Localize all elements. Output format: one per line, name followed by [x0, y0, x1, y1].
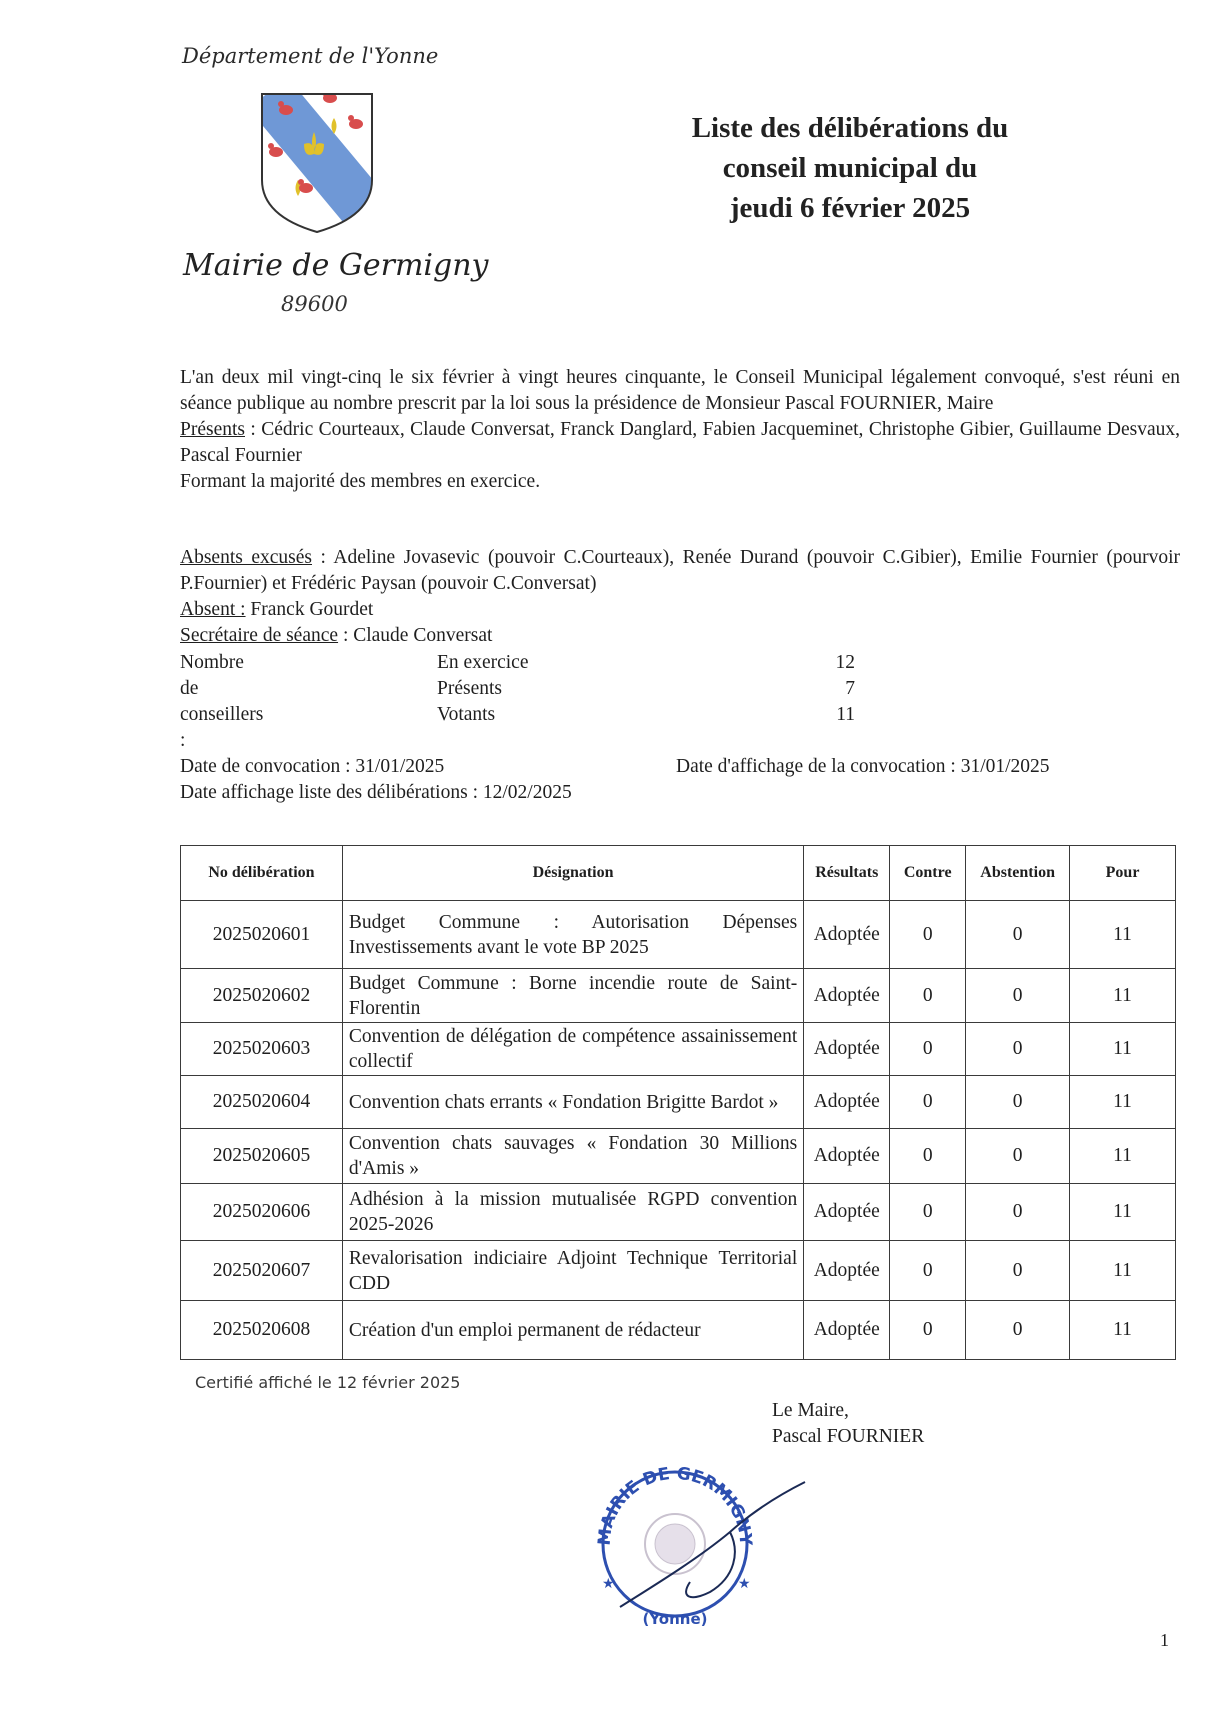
col-header-abstention: Abstention	[966, 846, 1070, 901]
cell-abstention: 0	[966, 1301, 1070, 1360]
dates-block	[180, 754, 1180, 806]
cell-result: Adoptée	[804, 1301, 890, 1360]
count-label: Votants	[437, 704, 496, 725]
col-header-contre: Contre	[890, 846, 966, 901]
count-value: 7	[845, 678, 855, 699]
cell-abstention: 0	[966, 1023, 1070, 1076]
cell-designation: Adhésion à la mission mutualisée RGPD convention 2025-2026	[342, 1184, 803, 1241]
cell-contre: 0	[890, 1023, 966, 1076]
cell-contre: 0	[890, 1241, 966, 1301]
postal-code: 89600	[281, 292, 348, 316]
absents-excuses-line	[180, 545, 1180, 597]
cell-pour: 11	[1070, 1241, 1176, 1301]
table-row	[181, 1184, 1176, 1241]
majority-text: Formant la majorité des membres en exercice.	[180, 471, 541, 492]
cell-contre: 0	[890, 1076, 966, 1129]
table-row	[181, 1076, 1176, 1129]
cell-pour: 11	[1070, 1076, 1176, 1129]
cell-num: 2025020603	[181, 1023, 343, 1076]
table-row	[181, 901, 1176, 969]
presents-line	[180, 417, 1180, 469]
department-header: Département de l'Yonne	[182, 44, 439, 68]
cell-abstention: 0	[966, 901, 1070, 969]
page-number: 1	[1160, 1630, 1169, 1650]
col-header-resultats: Résultats	[804, 846, 890, 901]
absent-text: Franck Gourdet	[245, 599, 374, 620]
stamp-bottom-text: (Yonne)	[642, 1610, 708, 1627]
cell-designation: Revalorisation indiciaire Adjoint Technique Territorial CDD	[342, 1241, 803, 1301]
stamp-star-icon: ★	[602, 1577, 615, 1592]
cell-num: 2025020608	[181, 1301, 343, 1360]
count-value: 12	[835, 652, 855, 673]
cell-num: 2025020605	[181, 1129, 343, 1184]
count-label: En exercice	[437, 652, 529, 673]
signer-title: Le Maire,	[772, 1400, 849, 1421]
cell-designation: Création d'un emploi permanent de rédacteur	[342, 1301, 803, 1360]
attendance-block	[180, 545, 1180, 649]
cell-designation: Convention chats errants « Fondation Brigitte Bardot »	[342, 1076, 803, 1129]
cell-result: Adoptée	[804, 1023, 890, 1076]
secretaire-label: Secrétaire de séance	[180, 625, 339, 646]
intro-block	[180, 365, 1180, 495]
table-row	[181, 969, 1176, 1023]
cell-contre: 0	[890, 1129, 966, 1184]
date-convocation: Date de convocation : 31/01/2025	[180, 756, 445, 777]
cell-result: Adoptée	[804, 1129, 890, 1184]
cell-contre: 0	[890, 969, 966, 1023]
cell-abstention: 0	[966, 1184, 1070, 1241]
absents-excuses-text: : Adeline Jovasevic (pouvoir C.Courteaux), Renée Durand (pouvoir C.Gibier), Emilie Fournier (pourvoir P.Fournier) et Frédéric Paysan (pouvoir C.Conversat)	[180, 547, 1180, 594]
col-header-num: No délibération	[181, 846, 343, 901]
presents-label: Présents	[180, 419, 245, 440]
table-row	[181, 1023, 1176, 1076]
cell-abstention: 0	[966, 1129, 1070, 1184]
cell-result: Adoptée	[804, 1241, 890, 1301]
table-row	[181, 1241, 1176, 1301]
cell-result: Adoptée	[804, 1184, 890, 1241]
deliberations-table	[180, 845, 1176, 1360]
counts-label: Nombre de conseillers :	[180, 652, 264, 751]
cell-contre: 0	[890, 1184, 966, 1241]
cell-pour: 11	[1070, 1129, 1176, 1184]
cell-designation: Budget Commune : Borne incendie route de Saint-Florentin	[342, 969, 803, 1023]
page-title	[620, 108, 1080, 228]
cell-result: Adoptée	[804, 1076, 890, 1129]
cell-designation: Budget Commune : Autorisation Dépenses Investissements avant le vote BP 2025	[342, 901, 803, 969]
signer-name: Pascal FOURNIER	[772, 1426, 925, 1447]
cell-result: Adoptée	[804, 969, 890, 1023]
signature-block	[772, 1398, 924, 1450]
table-row	[181, 1301, 1176, 1360]
cell-pour: 11	[1070, 969, 1176, 1023]
absent-line	[180, 597, 1180, 623]
official-stamp-icon	[590, 1462, 820, 1627]
col-header-pour: Pour	[1070, 846, 1176, 901]
title-line-1: Liste des délibérations du	[691, 112, 1009, 144]
stamp-top-text: MAIRIE DE GERMIGNY	[594, 1463, 756, 1547]
cell-num: 2025020602	[181, 969, 343, 1023]
cell-abstention: 0	[966, 1076, 1070, 1129]
secretaire-line	[180, 623, 1180, 649]
secretaire-text: : Claude Conversat	[338, 625, 493, 646]
col-header-designation: Désignation	[342, 846, 803, 901]
presents-text: : Cédric Courteaux, Claude Conversat, Franck Danglard, Fabien Jacqueminet, Christophe Gibier, Guillaume Desvaux, Pascal Fournier	[180, 419, 1180, 466]
title-line-2: conseil municipal du	[722, 152, 978, 184]
cell-designation: Convention chats sauvages « Fondation 30 Millions d'Amis »	[342, 1129, 803, 1184]
signature-stroke	[620, 1482, 805, 1607]
cell-num: 2025020607	[181, 1241, 343, 1301]
title-line-3: jeudi 6 février 2025	[729, 192, 971, 224]
stamp-star-icon: ★	[738, 1577, 751, 1592]
cell-num: 2025020606	[181, 1184, 343, 1241]
count-value: 11	[836, 704, 855, 725]
mairie-name: Mairie de Germigny	[183, 248, 489, 283]
certification-note: Certifié affiché le 12 février 2025	[195, 1373, 461, 1392]
cell-designation: Convention de délégation de compétence assainissement collectif	[342, 1023, 803, 1076]
cell-contre: 0	[890, 1301, 966, 1360]
table-row	[181, 1129, 1176, 1184]
cell-abstention: 0	[966, 1241, 1070, 1301]
table-header-row	[181, 846, 1176, 901]
cell-abstention: 0	[966, 969, 1070, 1023]
date-affichage-convocation: Date d'affichage de la convocation : 31/01/2025	[676, 756, 1050, 777]
cell-num: 2025020601	[181, 901, 343, 969]
intro-text: L'an deux mil vingt-cinq le six février à vingt heures cinquante, le Conseil Municipal légalement convoqué, s'est réuni en séance publique au nombre prescrit par la loi sous la présidence de Monsieur Pascal FOURNIER, Maire	[180, 367, 1180, 414]
cell-contre: 0	[890, 901, 966, 969]
count-label: Présents	[437, 678, 502, 699]
cell-pour: 11	[1070, 901, 1176, 969]
absent-label: Absent :	[180, 599, 246, 620]
cell-pour: 11	[1070, 1301, 1176, 1360]
cell-pour: 11	[1070, 1023, 1176, 1076]
cell-result: Adoptée	[804, 901, 890, 969]
cell-num: 2025020604	[181, 1076, 343, 1129]
coat-of-arms-icon	[258, 88, 376, 236]
absents-excuses-label: Absents excusés	[180, 547, 312, 568]
date-affichage-liste: Date affichage liste des délibérations : 12/02/2025	[180, 782, 572, 803]
cell-pour: 11	[1070, 1184, 1176, 1241]
